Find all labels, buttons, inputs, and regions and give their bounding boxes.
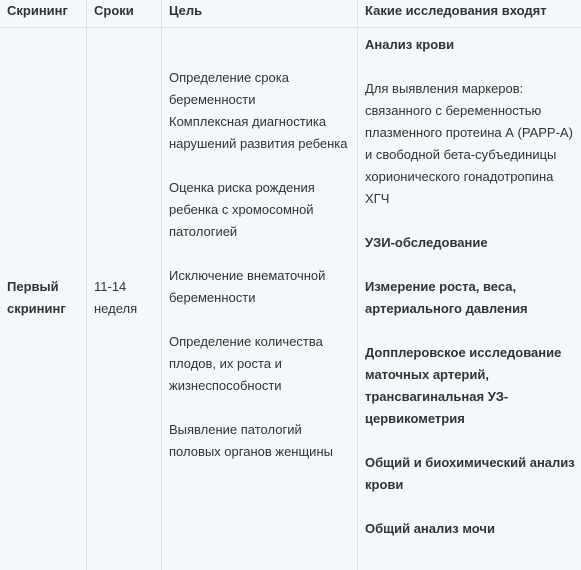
goal-line: беременности	[169, 290, 256, 305]
goal-line: ребенка с хромосомной	[169, 202, 314, 217]
header-terms: Сроки	[94, 3, 134, 18]
goals-list	[162, 67, 357, 463]
header-tests: Какие исследования входят	[365, 3, 547, 18]
header-divider	[0, 27, 581, 28]
test-general-blood: Общий и биохимический анализ	[365, 455, 575, 470]
test-blood-title: Анализ крови	[365, 37, 455, 52]
goal-line: Исключение внематочной	[169, 268, 326, 283]
test-general-blood: крови	[365, 477, 404, 492]
goal-line: Определение количества	[169, 334, 323, 349]
test-doppler: маточных артерий,	[365, 367, 489, 382]
goal-line: половых органов женщины	[169, 444, 333, 459]
test-measure: артериального давления	[365, 301, 528, 316]
test-doppler: трансвагинальная УЗ-	[365, 389, 509, 404]
goal-line: нарушений развития ребенка	[169, 136, 348, 151]
goal-line: Выявление патологий	[169, 422, 302, 437]
test-doppler: цервикометрия	[365, 411, 465, 426]
test-measure: Измерение роста, веса,	[365, 279, 517, 294]
header-goal: Цель	[169, 3, 203, 18]
header-screening: Скрининг	[7, 3, 68, 18]
goal-line: плодов, их роста и	[169, 356, 282, 371]
goal-line: жизнеспособности	[169, 378, 282, 393]
goal-line: Оценка риска рождения	[169, 180, 315, 195]
test-ultrasound: УЗИ-обследование	[365, 235, 488, 250]
test-doppler: Допплеровское исследование	[365, 345, 562, 360]
test-blood-desc: хорионического гонадотропина	[365, 169, 554, 184]
test-blood-desc: связанного с беременностью	[365, 103, 542, 118]
test-blood-desc: Для выявления маркеров:	[365, 81, 524, 96]
test-blood-desc: ХГЧ	[365, 191, 390, 206]
goal-line: Комплексная диагностика	[169, 114, 327, 129]
tests-list	[358, 34, 581, 540]
goal-line: Определение срока	[169, 70, 289, 85]
test-blood-desc: и свободной бета-субъединицы	[365, 147, 557, 162]
test-urine: Общий анализ мочи	[365, 521, 495, 536]
test-blood-desc: плазменного протеина А (PAPP-A)	[365, 125, 573, 140]
goal-line: беременности	[169, 92, 256, 107]
screening-name: Первый скрининг	[7, 279, 66, 316]
goal-line: патологией	[169, 224, 238, 239]
screening-terms: 11-14 неделя	[94, 279, 138, 316]
